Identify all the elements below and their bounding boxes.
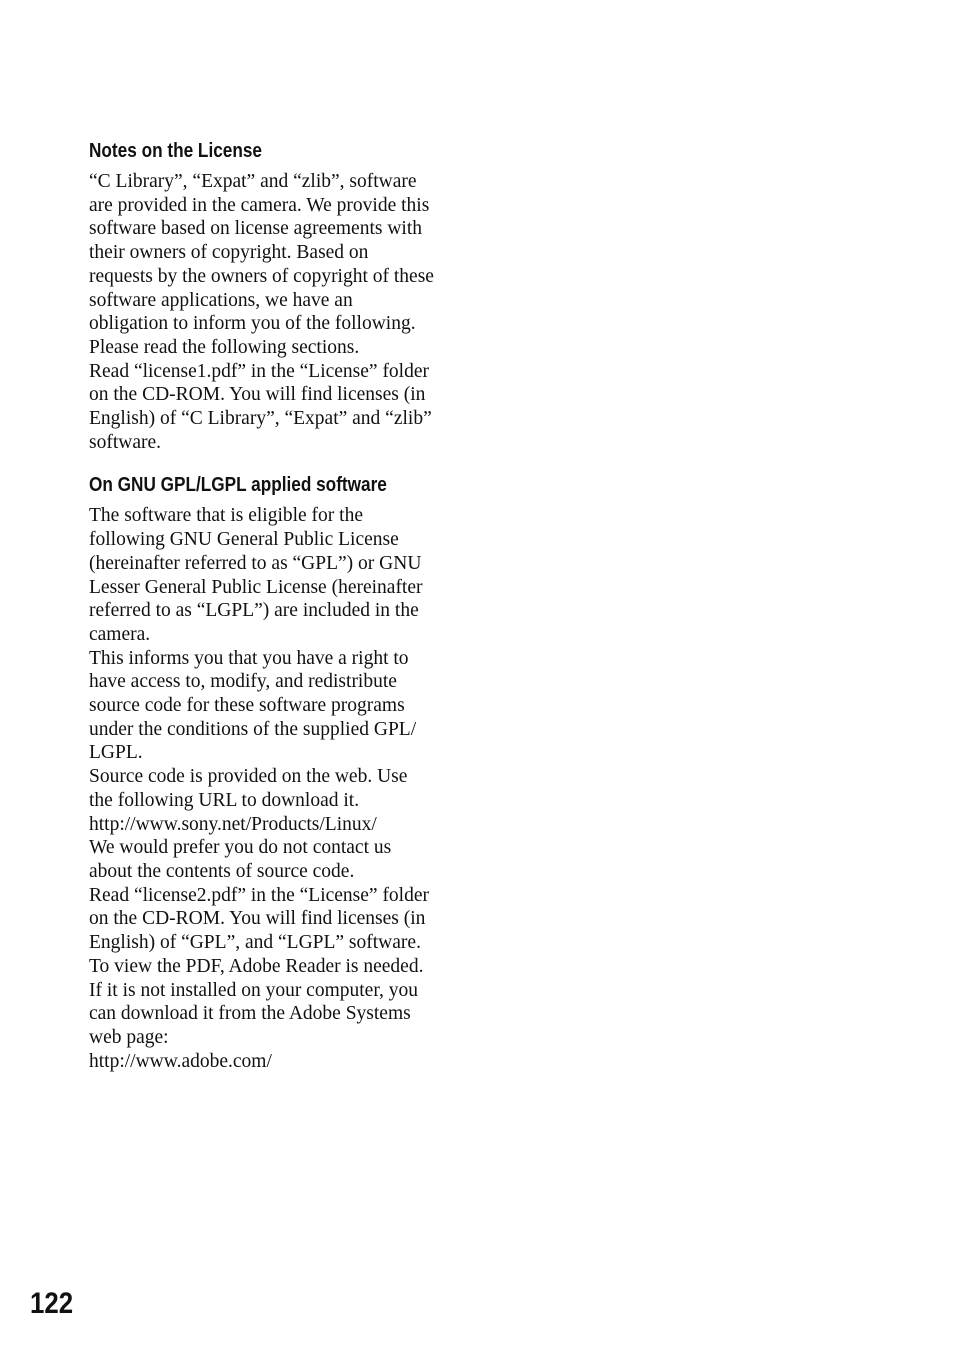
body-line: can download it from the Adobe Systems <box>89 1003 411 1025</box>
body-line: requests by the owners of copyright of these <box>89 265 434 287</box>
body-line: This informs you that you have a right to <box>89 647 409 669</box>
body-line: the following URL to download it. <box>89 789 360 811</box>
body-line: Read “license1.pdf” in the “License” folder <box>89 360 430 382</box>
body-line: Source code is provided on the web. Use <box>89 766 408 788</box>
body-line: Please read the following sections. <box>89 336 360 358</box>
body-line: on the CD-ROM. You will find licenses (in <box>89 908 426 930</box>
body-line: We would prefer you do not contact us <box>89 837 392 859</box>
body-line: are provided in the camera. We provide this <box>89 194 430 216</box>
body-line: following GNU General Public License <box>89 529 399 551</box>
body-line: about the contents of source code. <box>89 860 355 882</box>
page-number: 122 <box>30 1287 74 1320</box>
body-line: software. <box>89 431 162 453</box>
body-line: software based on license agreements with <box>89 218 423 240</box>
body-line: their owners of copyright. Based on <box>89 242 369 264</box>
body-line: The software that is eligible for the <box>89 505 363 527</box>
body-line: “C Library”, “Expat” and “zlib”, software <box>89 171 417 192</box>
text-column <box>89 138 469 1073</box>
body-line: under the conditions of the supplied GPL/ <box>89 718 417 740</box>
body-line: software applications, we have an <box>89 289 353 311</box>
body-line: web page: <box>89 1026 169 1048</box>
body-line: Lesser General Public License (hereinafter <box>89 576 423 598</box>
adobe-url: http://www.adobe.com/ <box>89 1050 272 1072</box>
body-line: English) of “GPL”, and “LGPL” software. <box>89 932 421 954</box>
gnu-gpl-lgpl-body <box>89 504 469 1073</box>
body-line: (hereinafter referred to as “GPL”) or GNU <box>89 552 422 574</box>
body-line: camera. <box>89 623 151 645</box>
body-line: referred to as “LGPL”) are included in the <box>89 600 419 622</box>
body-line: on the CD-ROM. You will find licenses (in <box>89 384 426 406</box>
section-heading-license-notes: Notes on the License <box>89 140 262 162</box>
body-line: LGPL. <box>89 742 143 764</box>
license-notes-body <box>89 170 469 454</box>
body-line: English) of “C Library”, “Expat” and “zlib” <box>89 408 432 430</box>
sony-linux-url: http://www.sony.net/Products/Linux/ <box>89 813 377 835</box>
body-line: source code for these software programs <box>89 695 405 717</box>
body-line: obligation to inform you of the following. <box>89 313 416 335</box>
body-line: To view the PDF, Adobe Reader is needed. <box>89 955 424 977</box>
body-line: If it is not installed on your computer, you <box>89 979 419 1001</box>
body-line: Read “license2.pdf” in the “License” folder <box>89 884 430 906</box>
section-heading-gnu-gpl-lgpl: On GNU GPL/LGPL applied software <box>89 474 387 497</box>
body-line: have access to, modify, and redistribute <box>89 671 397 693</box>
